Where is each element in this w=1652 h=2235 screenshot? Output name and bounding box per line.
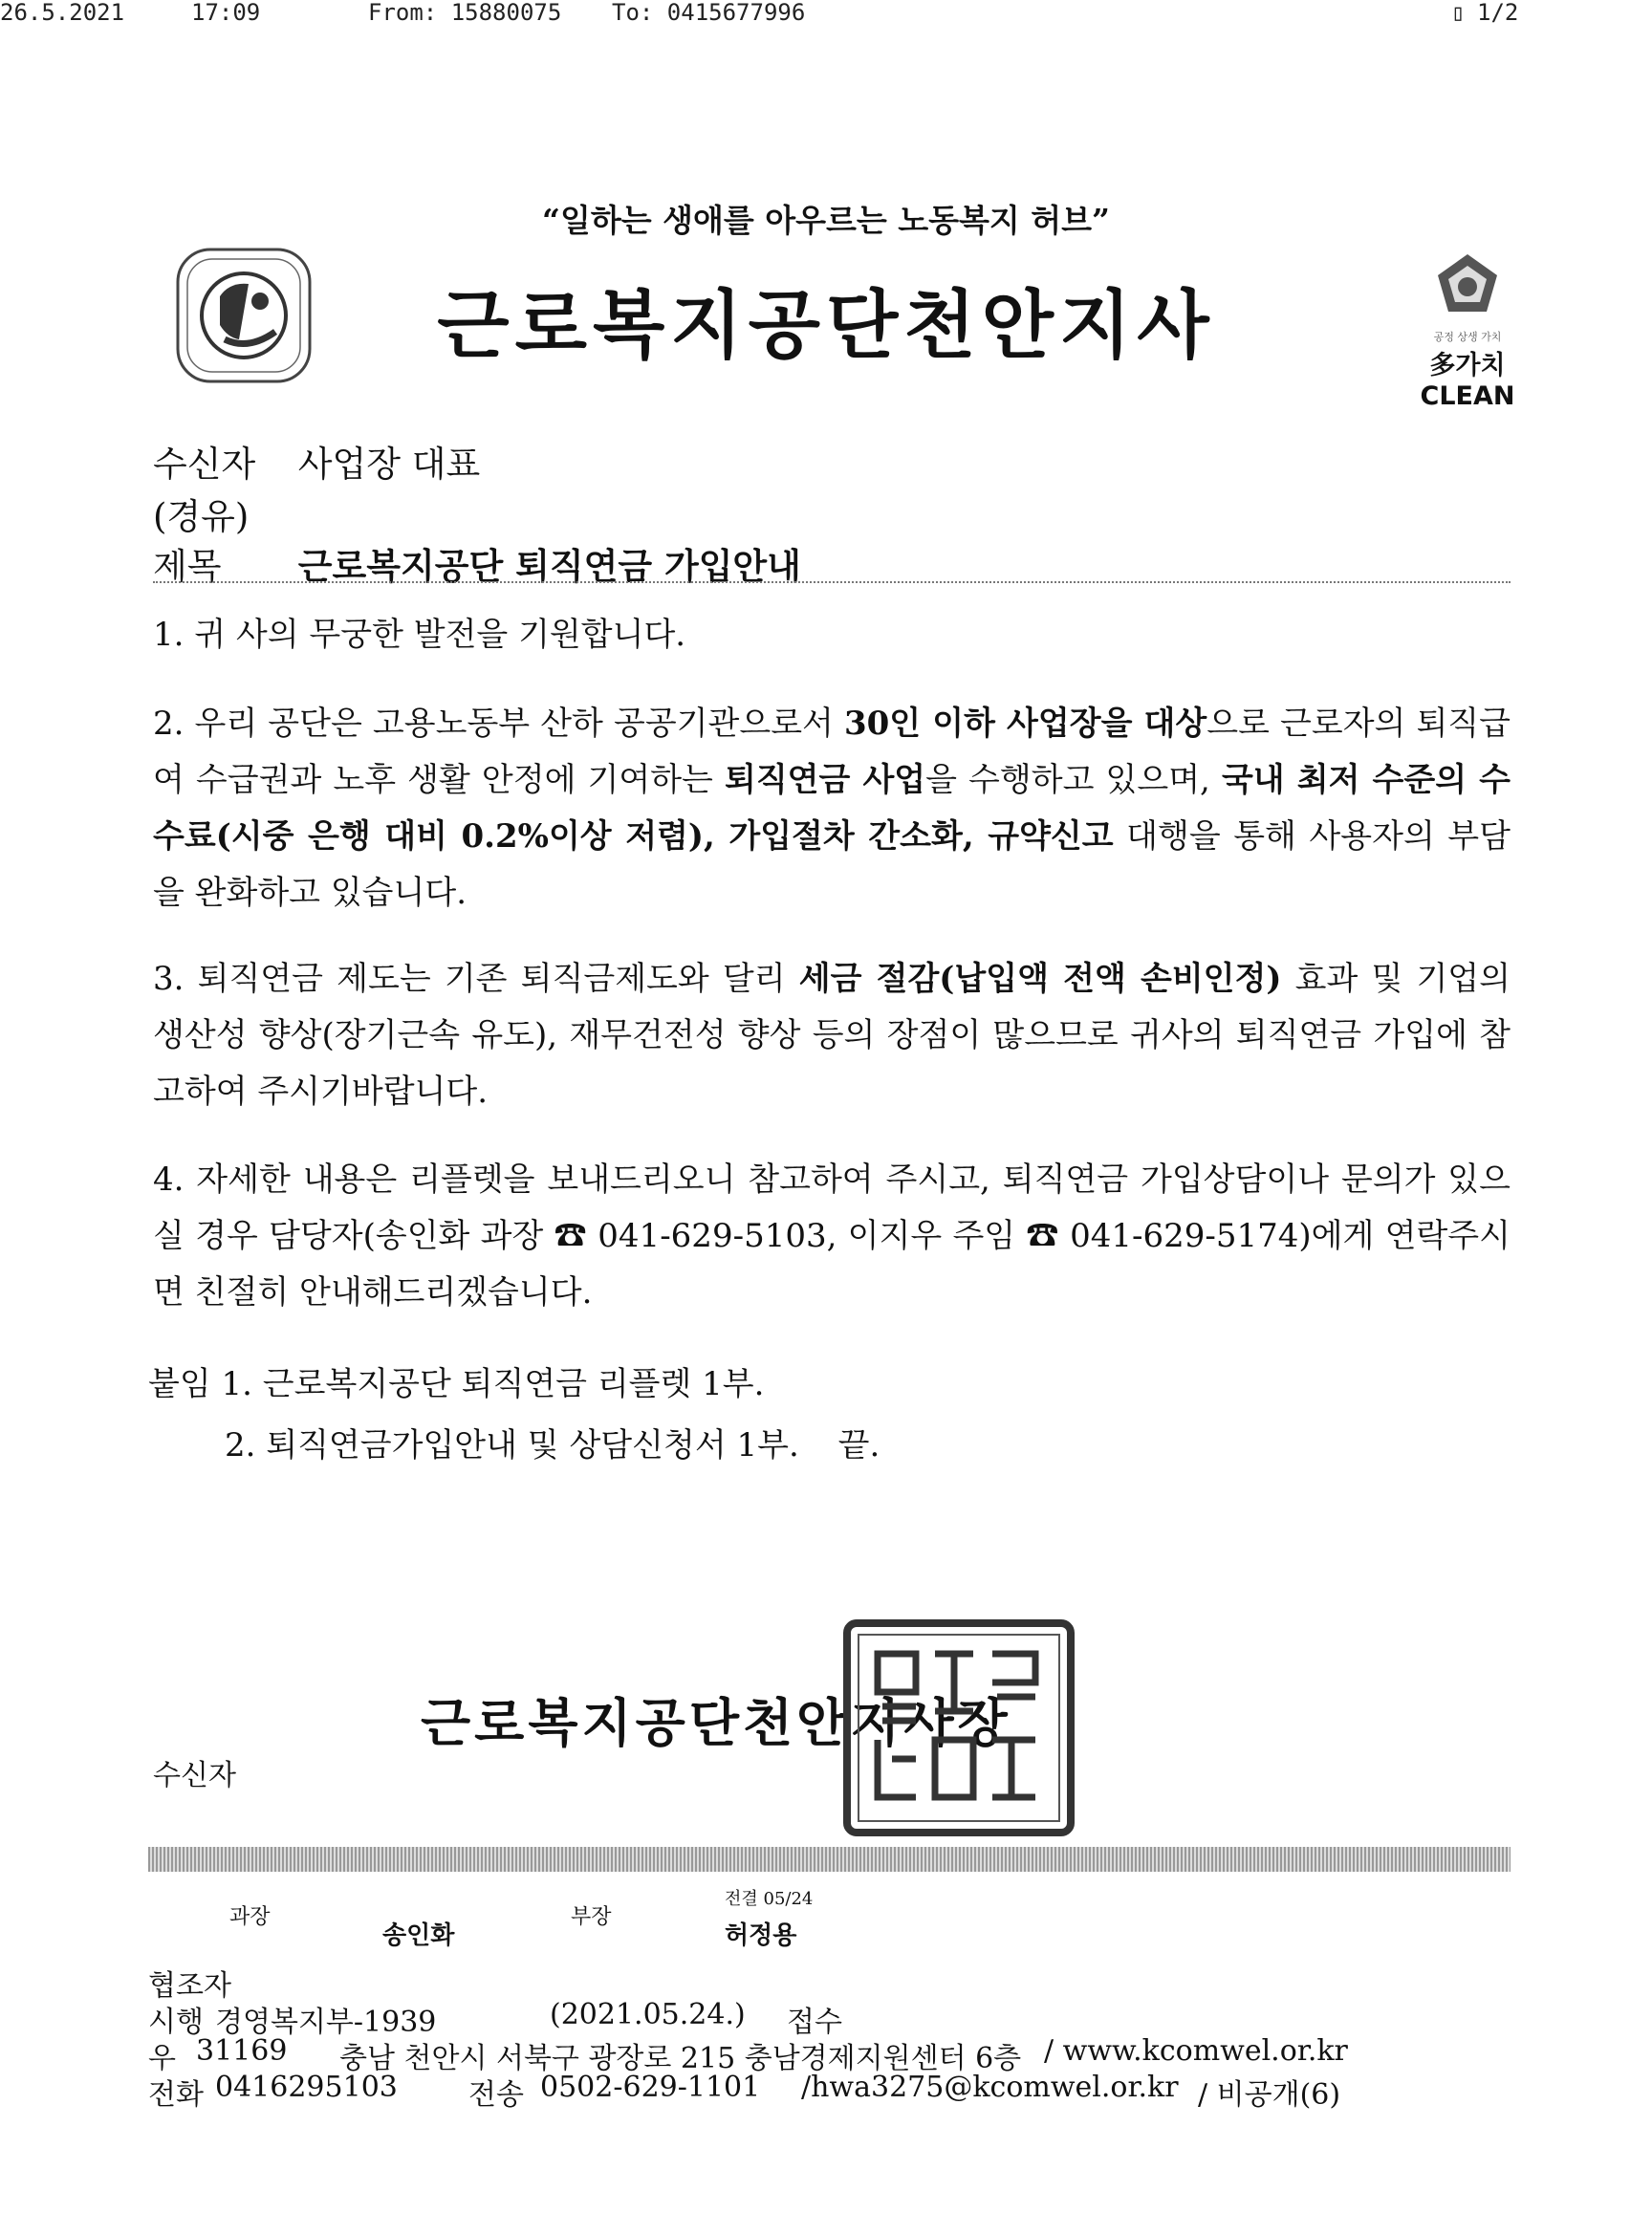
fax-label: 전송 [468,2078,524,2112]
paragraph-2 [153,696,1511,922]
org-title: 근로복지공단천안지사 [437,282,1215,369]
p3-bold: 세금 절감(납입액 전액 손비인정) [798,960,1282,998]
kcomwel-emblem-icon [172,244,315,387]
subject-label: 제목 [153,546,222,587]
receipt-label: 접수 [787,2006,842,2039]
p2-text: 으로 근로자의 퇴직급여 수급권과 노후 생활 안정에 기여하는 [153,705,1511,799]
approval-role-1: 과장 [229,1905,271,1929]
website: / www.kcomwel.or.kr [1044,2034,1348,2068]
fax-to: To: 0415677996 [612,0,806,26]
disclosure: / 비공개(6) [1198,2078,1341,2112]
via-row: (경유) [153,496,250,537]
address: 충남 천안시 서북구 광장로 215 충남경제지원센터 6층 [339,2042,1022,2075]
phone-label: 전화 [148,2078,204,2112]
subject-divider [153,581,1511,583]
pentagon-badge-icon [1434,250,1501,317]
recipient-label: 수신자 [153,444,256,485]
p3-text: 효과 및 기업의 생산성 향상(장기근속 유도), 재무건전성 향상 등의 장점이 많으므로 귀사의 퇴직연금 가입에 참고하여 주시기바랍니다. [153,960,1511,1111]
paragraph-3 [153,951,1511,1120]
enforce-label: 시행 [148,2006,204,2039]
postal-code: 31169 [196,2034,288,2068]
p2-text: 2. 우리 공단은 고용노동부 산하 공공기관으로서 [153,705,844,743]
approval-name-1: 송인화 [382,1921,455,1950]
attachment-end: 끝. [837,1426,880,1465]
approval-name-2: 허정용 [725,1921,797,1950]
fax-page: 1/2 [1477,0,1519,26]
p3-text: 3. 퇴직연금 제도는 기존 퇴직금제도와 달리 [153,960,799,998]
p2-text: 을 수행하고 있으며, [925,761,1222,799]
p2-bold: 퇴직연금 사업 [724,761,926,799]
email: /hwa3275@kcomwel.or.kr [801,2071,1179,2104]
paragraph-1: 1. 귀 사의 무궁한 발전을 기원합니다. [153,616,686,654]
attachment-1 [148,1357,764,1404]
clean-logo [1391,250,1544,411]
page-icon: ▯ [1451,0,1466,26]
fax-date: 26.5.2021 [0,0,125,26]
contact-row [148,2071,1511,2112]
fax-number: 0502-629-1101 [540,2071,761,2104]
paragraph-4: 4. 자세한 내용은 리플렛을 보내드리오니 참고하여 주시고, 퇴직연금 가입상담이나 문의가 있으실 경우 담당자(송인화 과장 ☎ 041-629-5103, 이지우 주임 ☎ 041-629-5174)에게 연락주시면 친절히 안내해드리겠습니다. [153,1161,1511,1312]
attachment-label: 붙임 [148,1365,211,1403]
fax-from: From: 15880075 [368,0,562,26]
fax-header [0,0,1652,25]
recipient-row [153,435,480,487]
attachment-item-2: 2. 퇴직연금가입안내 및 상담신청서 1부. [225,1426,799,1465]
postal-label: 우 [148,2042,176,2075]
recipient-footer-label: 수신자 [153,1759,236,1792]
official-seal-icon [839,1616,1078,1840]
phone: 0416295103 [215,2071,398,2104]
subject-value: 근로복지공단 퇴직연금 가입안내 [297,545,801,587]
attachment-2 [225,1419,880,1465]
approval-role-2: 부장 [571,1905,612,1929]
cooperator-label: 협조자 [148,1969,231,2003]
p2-bold: 30인 이하 사업장을 대상 [843,705,1207,743]
footer-band [148,1847,1511,1872]
enforce-row [148,1998,1511,2039]
slogan: “일하는 생애를 아우르는 노동복지 허브” [542,202,1110,239]
issuer-name: 근로복지공단천안지사장 [421,1692,1011,1753]
p2-text: 대행을 통해 사용자의 부담을 완화하고 있습니다. [153,817,1511,912]
enforce-date: (2021.05.24.) [550,1998,746,2031]
p2-bold: 국내 최저 수준의 수수료(시중 은행 대비 0.2%이상 저렴), 가입절차 간소화, 규약신고 [153,761,1511,856]
approval-decision: 전결 05/24 [725,1889,814,1909]
enforce-number: 경영복지부-1939 [215,2006,437,2039]
attachment-item-1: 1. 근로복지공단 퇴직연금 리플렛 1부. [221,1365,765,1403]
logo-brand: 多가치 CLEAN [1420,351,1515,411]
recipient-value: 사업장 대표 [297,444,481,485]
fax-time: 17:09 [191,0,261,26]
address-row [148,2034,1511,2075]
logo-small-text: 공정 상생 가치 [1433,331,1502,343]
